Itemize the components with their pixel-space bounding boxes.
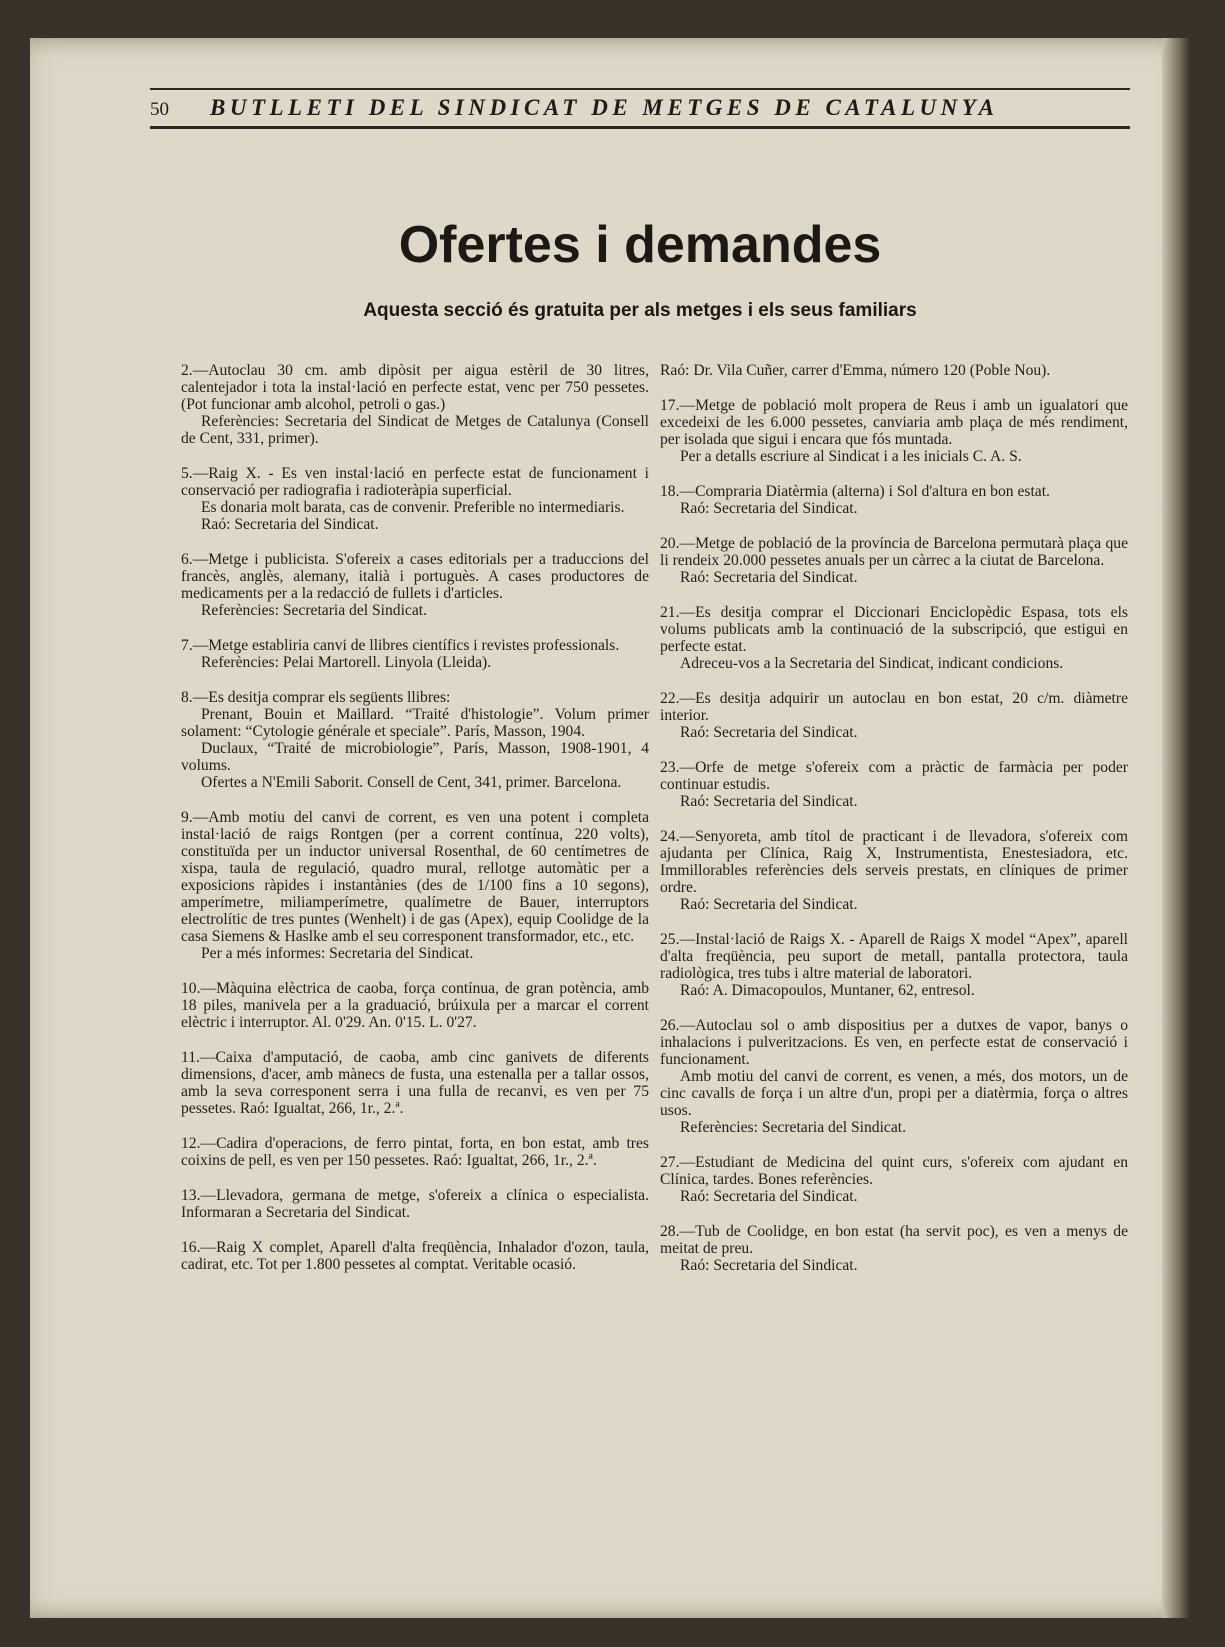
left-column [181, 362, 649, 1291]
entry-reference: Amb motiu del canvi de corrent, es venen, a més, dos motors, un de cinc cavalls de força i un altre d'un, propi per a diatèrmia, força o altres usos. [660, 1068, 1128, 1119]
entry-text: 25.—Instal·lació de Raigs X. - Aparell de Raigs X model “Apex”, aparell d'alta freqüència, peu suport de metall, pantalla protectora, taula radiològica, tres tubs i altre material de laboratori. [660, 931, 1128, 982]
entry-text: 9.—Amb motiu del canvi de corrent, es ven una potent i completa instal·lació de raigs Rontgen (per a corrent contínua, 220 volts), constituïda per un inductor universal Rosenthal, de 60 centímetres de xispa, taula de regulació, quadro mural, rellotge automàtic per a exposicions ràpides i instantànies (des de 1/100 fins a 10 segons), amperímetre, miliamperímetre, qualímetre de Bauer, interruptors electrolític de tres puntes (Wenhelt) i de gas (Apex), equip Coolidge de la casa Siemens & Haslke amb el seu corresponent transformador, etc., etc. [181, 809, 649, 945]
entry-reference: Es donaria molt barata, cas de convenir. Preferible no intermediaris. [201, 499, 625, 516]
classified-entry [181, 1049, 649, 1117]
entry-reference: Per a més informes: Secretaria del Sindicat. [201, 945, 474, 962]
right-column [660, 362, 1128, 1292]
entry-text: 17.—Metge de població molt propera de Reus i amb un igualatori que excedeixi de les 6.000 pessetes, canviaria amb plaça de més rendiment, per isolada que sigui i encara que fós muntada. [660, 397, 1128, 448]
entry-text: 24.—Senyoreta, amb títol de practicant i de llevadora, s'ofereix com ajudanta per Clínica, Raig X, Instrumentista, Enestesiadora, etc. Immillorables referències dels serveis prestats, en clíniques de primer ordre. [660, 828, 1128, 896]
classified-entry [660, 931, 1128, 999]
entry-reference: Adreceu-vos a la Secretaria del Sindicat, indicant condicions. [680, 655, 1064, 672]
running-header [150, 88, 1130, 129]
entry-reference: Raó: Secretaria del Sindicat. [201, 516, 379, 533]
entry-reference: Raó: Secretaria del Sindicat. [680, 724, 858, 741]
entry-text: 22.—Es desitja adquirir un autoclau en bon estat, 20 c/m. diàmetre interior. [660, 690, 1128, 724]
classified-entry [660, 1154, 1128, 1205]
classified-entry [660, 1223, 1128, 1274]
entry-reference: Referències: Secretaria del Sindicat de Metges de Catalunya (Consell de Cent, 331, primer). [181, 413, 649, 447]
page-number: 50 [150, 99, 169, 120]
classified-entry [660, 759, 1128, 810]
classified-entry [181, 551, 649, 619]
entry-reference: Duclaux, “Traité de microbiologie”, París, Masson, 1908-1901, 4 volums. [181, 740, 649, 774]
header-rule-bottom [150, 126, 1130, 129]
running-title: BUTLLETI DEL SINDICAT DE METGES DE CATALUNYA [210, 95, 999, 120]
entry-reference: Prenant, Bouin et Maillard. “Traité d'histologie”. Volum primer solament: “Cytologie générale et speciale”. París, Masson, 1904. [181, 706, 649, 740]
classified-entry [181, 1187, 649, 1221]
entry-text: 5.—Raig X. - Es ven instal·lació en perfecte estat de funcionament i conservació per radiografia i radioteràpia superficial. [181, 465, 649, 499]
entry-reference: Referències: Secretaria del Sindicat. [201, 602, 428, 619]
entry-text: 27.—Estudiant de Medicina del quint curs, s'ofereix com ajudant en Clínica, tardes. Bones referències. [660, 1154, 1128, 1188]
classified-entry [660, 828, 1128, 913]
classified-entry [660, 483, 1128, 517]
classified-entry [660, 604, 1128, 672]
entry-reference: Raó: Secretaria del Sindicat. [680, 569, 858, 586]
entry-text: 16.—Raig X complet, Aparell d'alta freqüència, Inhalador d'ozon, taula, cadirat, etc. Tot per 1.800 pessetes al comptat. Veritable ocasió. [181, 1239, 649, 1273]
entry-reference: Raó: Secretaria del Sindicat. [680, 1188, 858, 1205]
entry-text: 6.—Metge i publicista. S'ofereix a cases editorials per a traduccions del francès, anglès, alemany, italià i portuguès. A cases productores de medicaments per a la redacció de fullets i d'articles. [181, 551, 649, 602]
section-subtitle: Aquesta secció és gratuita per als metges i els seus familiars [363, 300, 917, 321]
entry-text: 18.—Compraria Diatèrmia (alterna) i Sol d'altura en bon estat. [660, 483, 1050, 500]
classified-entry [181, 637, 649, 671]
entry-reference: Raó: A. Dimacopoulos, Muntaner, 62, entresol. [680, 982, 975, 999]
classified-entry [660, 690, 1128, 741]
section-title: Ofertes i demandes [398, 216, 882, 274]
entry-text: 23.—Orfe de metge s'ofereix com a pràctic de farmàcia per poder continuar estudis. [660, 759, 1128, 793]
classified-entry [181, 1135, 649, 1169]
classified-entry [181, 362, 649, 447]
classified-entry [660, 362, 1128, 379]
entry-reference: Raó: Secretaria del Sindicat. [680, 896, 858, 913]
book-spine-shadow [1162, 38, 1190, 1618]
classified-entry [181, 980, 649, 1031]
classified-entry [660, 397, 1128, 465]
entry-text: 10.—Màquina elèctrica de caoba, força contínua, de gran potència, amb 18 piles, manivela per a la graduació, brúixula per a marcar el corrent elèctric i interruptor. Al. 0'29. An. 0'15. L. 0'27. [181, 980, 649, 1031]
entry-reference: Ofertes a N'Emili Saborit. Consell de Cent, 341, primer. Barcelona. [201, 774, 622, 791]
entry-text: 21.—Es desitja comprar el Diccionari Enciclopèdic Espasa, tots els volums publicats amb la continuació de la subscripció, que estigui en perfecte estat. [660, 604, 1128, 655]
header-rule-top [150, 88, 1130, 90]
header-row [150, 95, 1130, 121]
entry-text: 20.—Metge de població de la província de Barcelona permutarà plaça que li rendeix 20.000 pessetes anuals per un càrrec a la ciutat de Barcelona. [660, 535, 1128, 569]
entry-reference: Referències: Pelai Martorell. Linyola (Lleida). [201, 654, 492, 671]
entry-reference: Referències: Secretaria del Sindicat. [680, 1119, 907, 1136]
classified-entry [660, 1017, 1128, 1136]
entry-text: Raó: Dr. Vila Cuñer, carrer d'Emma, número 120 (Poble Nou). [660, 362, 1051, 379]
classified-entry [181, 465, 649, 533]
entry-text: 7.—Metge establiria canvi de llibres científics i revistes professionals. [181, 637, 620, 654]
classified-entry [181, 689, 649, 791]
entry-text: 11.—Caixa d'amputació, de caoba, amb cinc ganivets de diferents dimensions, d'acer, amb mànecs de fusta, una estenalla per a tallar ossos, amb la seva corresponent serra i una fulla de recanvi, es ven per 75 pessetes. Raó: Igualtat, 266, 1r., 2.ª. [181, 1049, 649, 1117]
entry-reference: Per a detalls escriure al Sindicat i a les inicials C. A. S. [680, 448, 1022, 465]
entry-text: 26.—Autoclau sol o amb dispositius per a dutxes de vapor, banys o inhalacions i pulveritzacions. Es ven, en perfecte estat de conservació i funcionament. [660, 1017, 1128, 1068]
entry-text: 13.—Llevadora, germana de metge, s'ofereix a clínica o especialista. Informaran a Secretaria del Sindicat. [181, 1187, 649, 1221]
classified-entry [660, 535, 1128, 586]
entry-text: 28.—Tub de Coolidge, en bon estat (ha servit poc), es ven a menys de meitat de preu. [660, 1223, 1128, 1257]
entry-reference: Raó: Secretaria del Sindicat. [680, 1257, 858, 1274]
classified-entry [181, 1239, 649, 1273]
entry-text: 2.—Autoclau 30 cm. amb dipòsit per aigua estèril de 30 litres, calentejador i tota la instal·lació en perfecte estat, venc per 750 pessetes. (Pot funcionar amb alcohol, petroli o gas.) [181, 362, 649, 413]
entry-text: 12.—Cadira d'operacions, de ferro pintat, forta, en bon estat, amb tres coixins de pell, es ven per 150 pessetes. Raó: Igualtat, 266, 1r., 2.ª. [181, 1135, 649, 1169]
entry-text: 8.—Es desitja comprar els següents llibres: [181, 689, 451, 706]
entry-reference: Raó: Secretaria del Sindicat. [680, 793, 858, 810]
classified-entry [181, 809, 649, 962]
entry-reference: Raó: Secretaria del Sindicat. [680, 500, 858, 517]
